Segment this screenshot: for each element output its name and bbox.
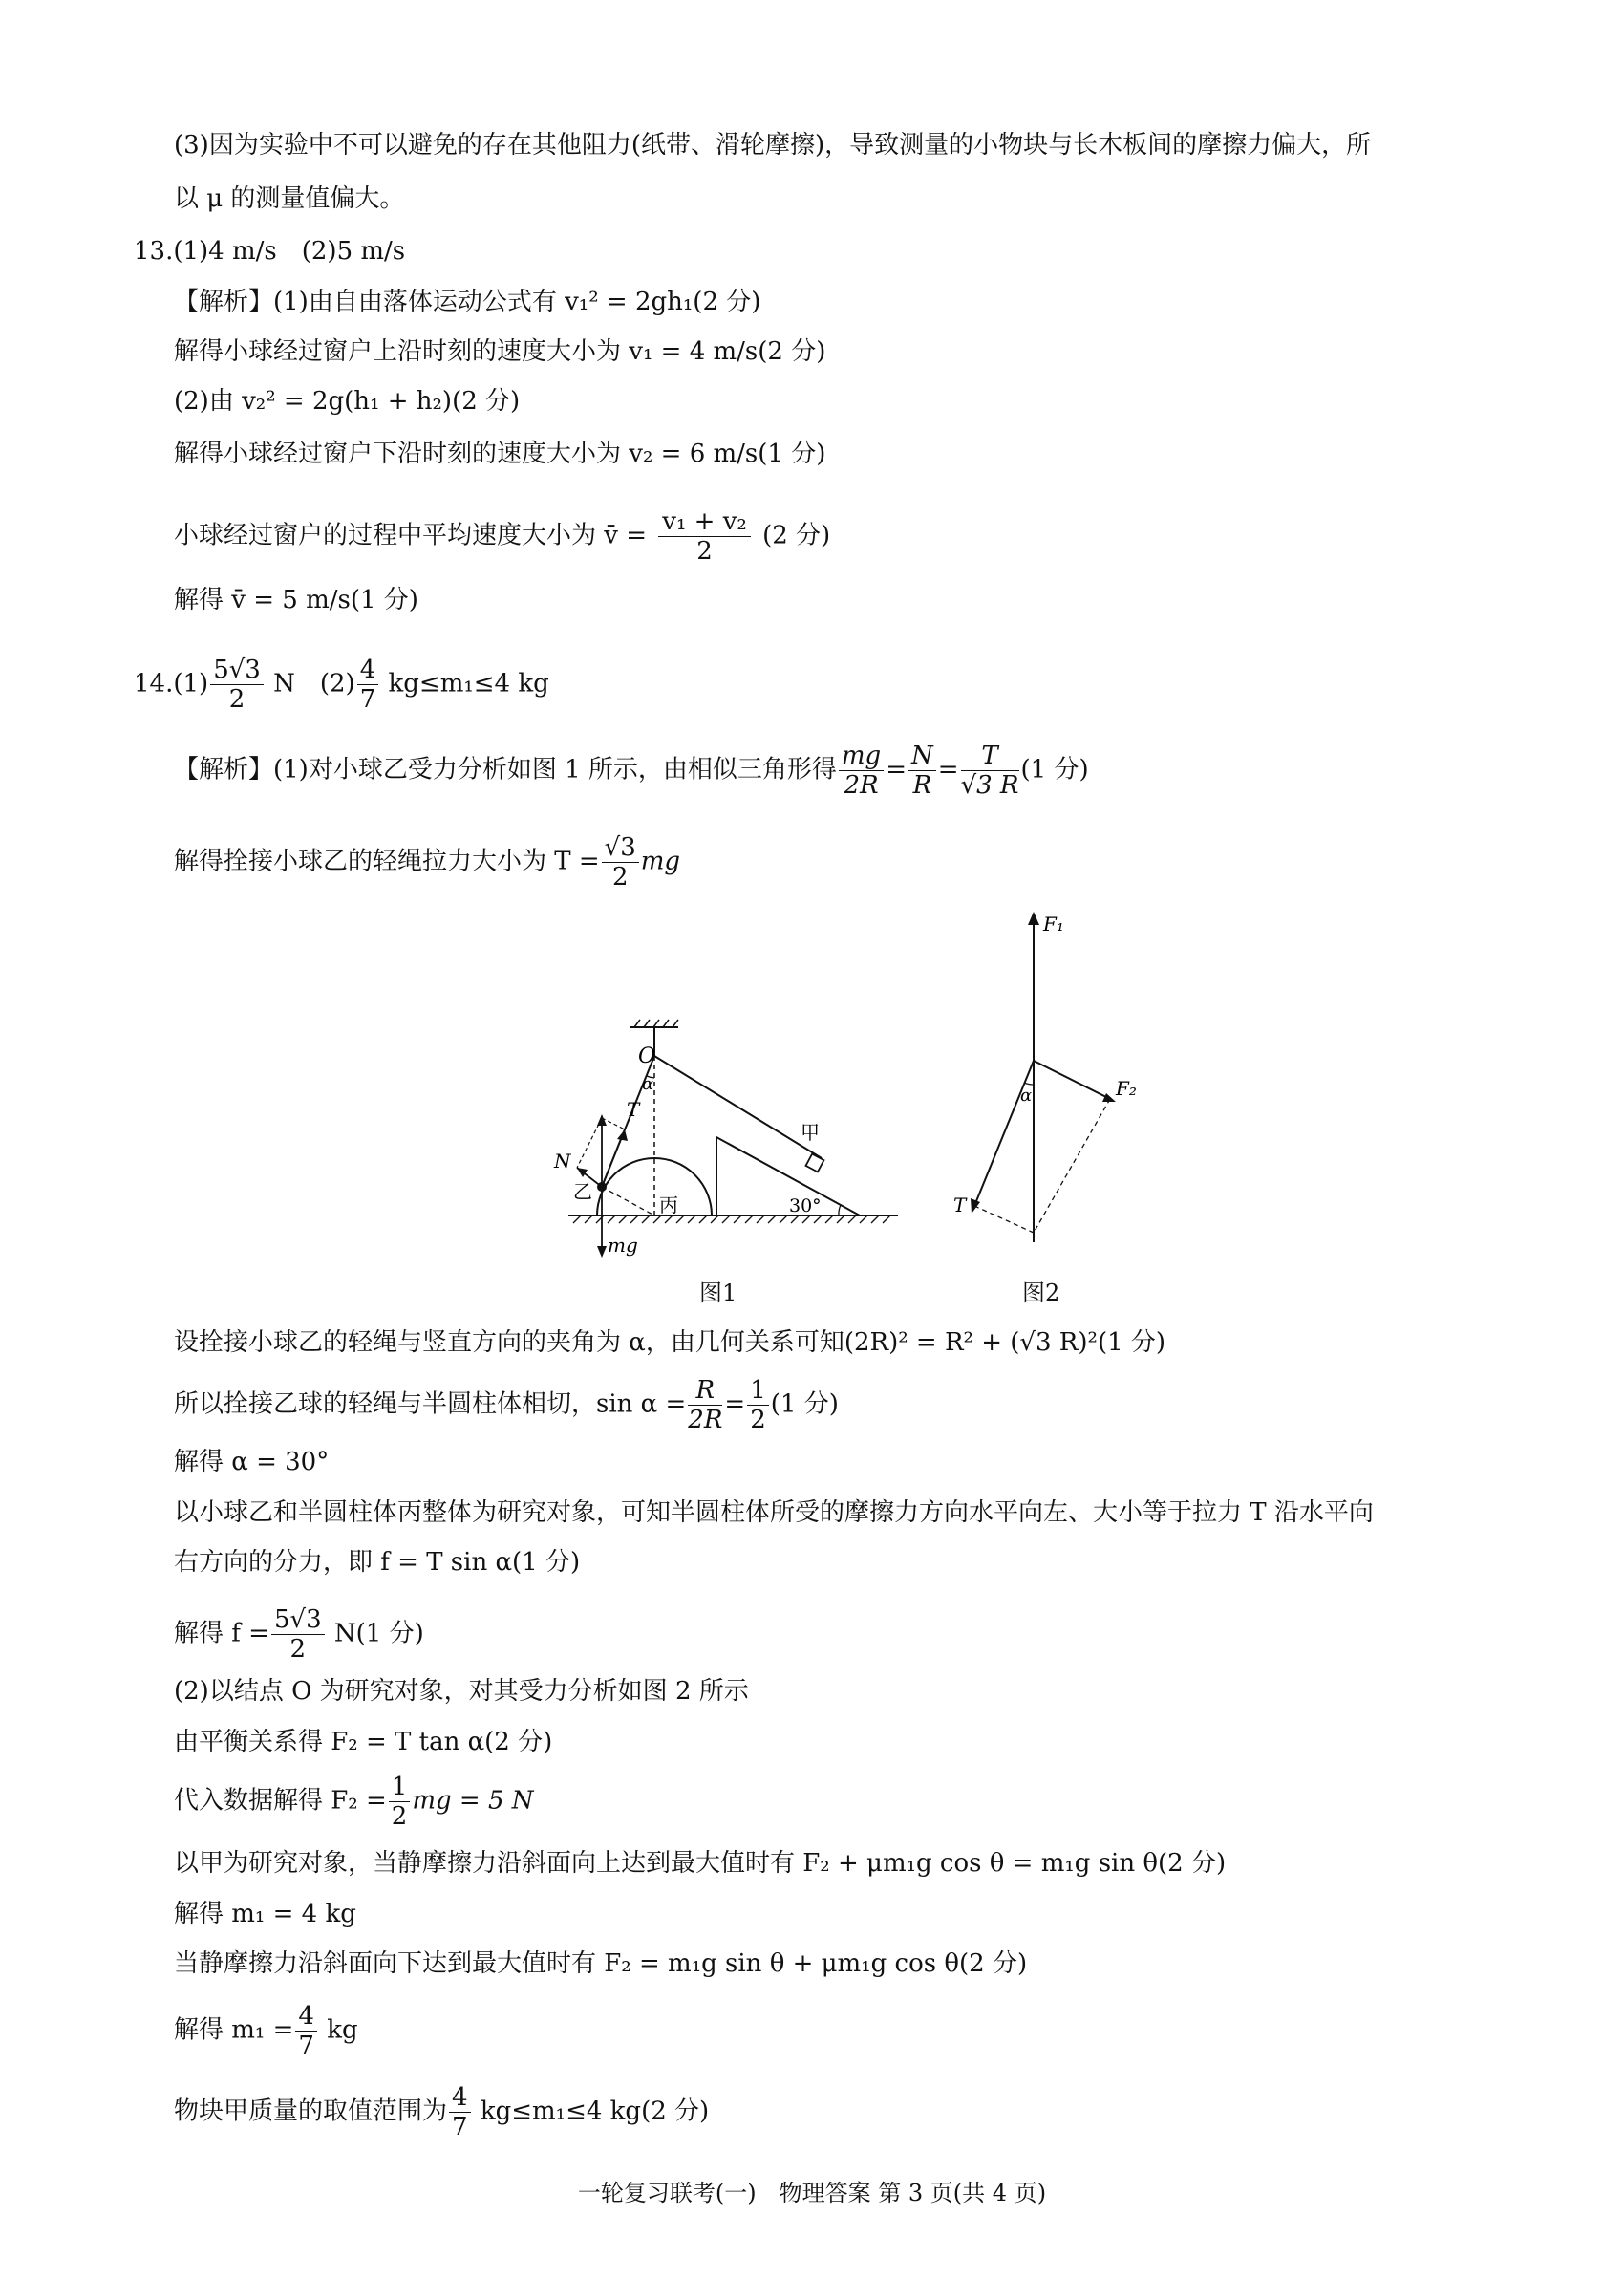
text-line: 解得 m₁ = 4 kg [174,1900,356,1928]
fraction-denominator: R [912,771,932,800]
text-segment: mg [640,847,681,876]
fraction-denominator: 7 [452,2113,468,2141]
q13-answer: 13.(1)4 m/s (2)5 m/s [134,237,406,266]
text-segment: kg [318,2015,358,2045]
label-mg: mg [608,1234,638,1257]
text-segment: 小球经过窗户的过程中平均速度大小为 v̄ = [174,521,648,550]
text-line: 解得小球经过窗户下沿时刻的速度大小为 v₂ = 6 m/s(1 分) [174,440,826,468]
formula-line [174,833,680,892]
fraction [839,742,884,800]
label-jia: 甲 [801,1121,820,1144]
label-yi: 乙 [573,1180,592,1203]
text-segment: 所以拴接乙球的轻绳与半圆柱体相切，sin α = [174,1389,687,1419]
text-segment: 代入数据解得 F₂ = [174,1786,387,1816]
formula-line: 【解析】(1)对小球乙受力分析如图 1 所示，由相似三角形得 $\frac{mg}{2R}$ = $\frac{N}{R}$ = $\frac{T}{√3 R}$ (1 分) [174,742,1089,800]
fraction-numerator: 1 [747,1376,769,1406]
fraction-denominator: 2 [391,1802,408,1831]
fraction-denominator: 7 [298,2032,314,2060]
text-segment: 【解析】(1)对小球乙受力分析如图 1 所示，由相似三角形得 [174,755,837,785]
fraction [908,742,936,800]
formula-line [174,1773,534,1831]
fraction [271,1605,325,1664]
fraction-numerator: 5√3 [271,1605,325,1635]
text-segment: 解得 m₁ = [174,2015,294,2045]
text-line: 【解析】(1)由自由落体运动公式有 v₁² = 2gh₁(2 分) [174,288,761,316]
text-segment: kg≤m₁≤4 kg [380,669,549,699]
formula-line [174,507,830,566]
figure-1-caption: 图1 [699,1280,737,1306]
text-line: 设拴接小球乙的轻绳与竖直方向的夹角为 α，由几何关系可知(2R)² = R² + (√3 R)²(1 分) [174,1328,1166,1357]
text-segment: 14.(1) [134,669,209,699]
fraction-denominator: 2 [289,1635,307,1664]
fraction [688,1376,722,1434]
page-footer: 一轮复习联考(一) 物理答案 第 3 页(共 4 页) [577,2180,1047,2206]
fraction-denominator: 2R [844,771,879,800]
fraction-denominator: 2 [750,1406,766,1434]
text-line: (3)因为实验中不可以避免的存在其他阻力(纸带、滑轮摩擦)，导致测量的小物块与长木板间的摩擦力偏大，所 [174,131,1372,160]
fraction-numerator: v₁ + v₂ [658,507,751,537]
fraction-denominator: 7 [359,685,376,714]
fraction-numerator: mg [839,742,884,771]
text-line: 以小球乙和半圆柱体丙整体为研究对象，可知半圆柱体所受的摩擦力方向水平向左、大小等于拉力 T 沿水平向 [174,1498,1374,1527]
formula-line [174,1605,424,1664]
fraction-numerator: N [908,742,936,771]
formula-line [174,2083,709,2141]
fraction-denominator: 2 [611,863,629,892]
text-line: 当静摩擦力沿斜面向下达到最大值时有 F₂ = m₁g sin θ + μm₁g cos θ(2 分) [174,1949,1028,1978]
text-line: 由平衡关系得 F₂ = T tan α(2 分) [174,1728,553,1756]
fraction [210,656,264,714]
text-line: 解得小球经过窗户上沿时刻的速度大小为 v₁ = 4 m/s(2 分) [174,337,826,366]
text-segment: kg≤m₁≤4 kg(2 分) [472,2097,710,2126]
fraction [357,656,379,714]
label-T: T [953,1194,967,1216]
text-segment: N(1 分) [326,1619,424,1648]
fraction-numerator: √3 [602,833,639,863]
fraction-denominator: 2 [696,537,713,566]
text-line: 以甲为研究对象，当静摩擦力沿斜面向上达到最大值时有 F₂ + μm₁g cos θ = m₁g sin θ(2 分) [174,1849,1227,1878]
text-line: 以 μ 的测量值偏大。 [174,184,405,213]
fraction-numerator: 5√3 [210,656,264,685]
label-angle: 30° [789,1195,822,1216]
fraction [449,2083,471,2141]
text-segment: 物块甲质量的取值范围为 [174,2097,448,2126]
label-N: N [554,1150,571,1172]
text-line: 解得 v̄ = 5 m/s(1 分) [174,586,418,614]
text-segment: (1 分) [770,1389,839,1419]
fraction [389,1773,411,1831]
fraction [747,1376,769,1434]
label-bing: 丙 [659,1194,678,1216]
formula-line: 所以拴接乙球的轻绳与半圆柱体相切，sin α = $\frac{R}{2R}$ = $\frac{1}{2}$ (1 分) [174,1376,839,1434]
text-line: (2)由 v₂² = 2g(h₁ + h₂)(2 分) [174,387,521,416]
text-segment: (2 分) [762,521,831,550]
label-T: T [627,1098,640,1121]
text-segment: (1 分) [1020,755,1089,785]
text-segment: N (2) [265,669,355,699]
label-alpha: α [1020,1086,1033,1106]
fraction-numerator: 4 [295,2002,317,2032]
label-O: O [638,1044,656,1068]
fraction-numerator: 1 [389,1773,411,1802]
fraction [961,742,1019,800]
label-F2: F₂ [1116,1077,1137,1100]
fraction-numerator: R [688,1376,722,1406]
fraction-numerator: T [961,742,1019,771]
fraction-numerator: 4 [449,2083,471,2113]
text-segment: mg = 5 N [412,1786,534,1816]
text-segment: 解得 f = [174,1619,269,1648]
label-F1: F₁ [1043,913,1064,936]
text-segment: 解得拴接小球乙的轻绳拉力大小为 T = [174,847,600,876]
fraction [602,833,639,892]
formula-line [174,2002,358,2060]
q14-answer [134,656,549,714]
text-line: 右方向的分力，即 f = T sin α(1 分) [174,1548,581,1577]
figure-2-caption: 图2 [1022,1280,1060,1306]
label-alpha: α [642,1074,654,1094]
fraction-numerator: 4 [357,656,379,685]
fraction-denominator: 2R [688,1406,723,1434]
fraction-denominator: 2 [228,685,246,714]
text-line: (2)以结点 O 为研究对象，对其受力分析如图 2 所示 [174,1677,749,1706]
fraction-denominator: √3 R [960,771,1019,800]
fraction [295,2002,317,2060]
fraction [658,507,751,566]
figure-2 [946,898,1137,1246]
figure-1 [535,994,917,1275]
text-line: 解得 α = 30° [174,1448,330,1476]
